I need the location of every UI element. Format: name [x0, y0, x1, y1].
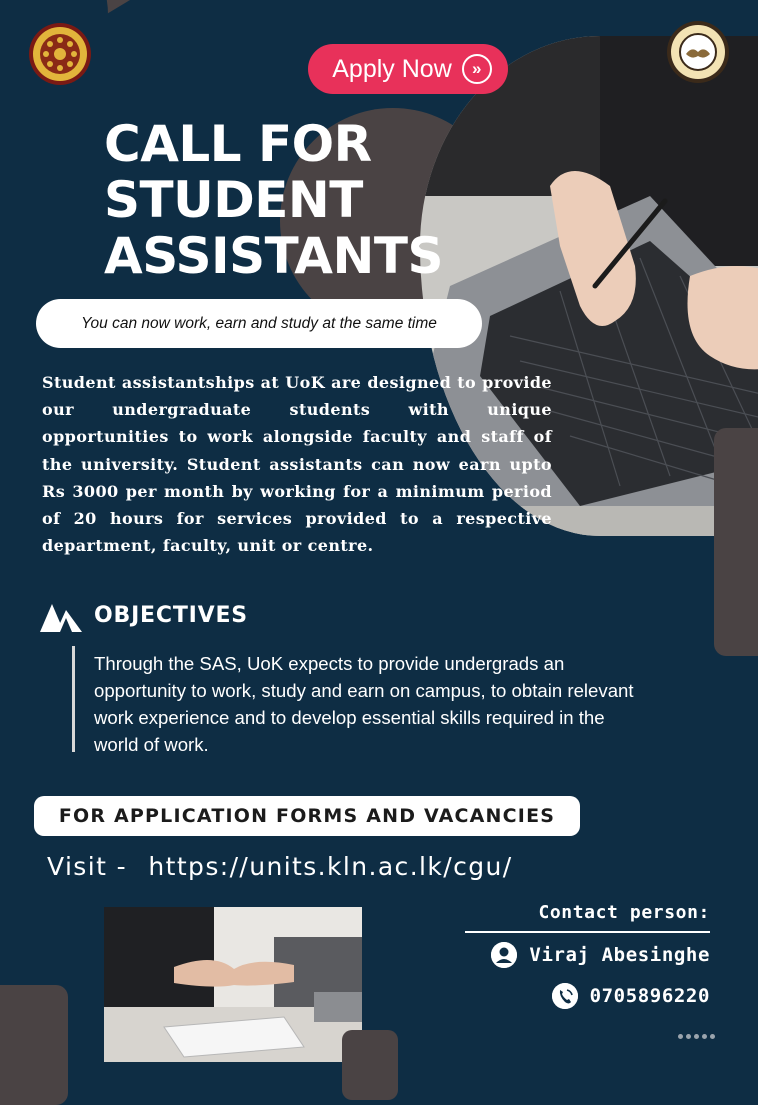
- title-line-2: STUDENT: [104, 171, 363, 229]
- objectives-heading: OBJECTIVES: [94, 603, 248, 628]
- intro-paragraph: Student assistantships at UoK are designed to provide our undergraduate students with unique opportunities to work alongside faculty and staff of the university. Student assistants can now earn upto Rs 3000 per month by working for a minimum period of 20 hours for services provided to a respective department, faculty, unit or centre.: [42, 373, 552, 556]
- university-seal-logo: [28, 22, 92, 86]
- contact-name: Viraj Abesinghe: [529, 944, 710, 966]
- title-line-3: ASSISTANTS: [104, 227, 443, 285]
- objectives-body: Through the SAS, UoK expects to provide undergrads an opportunity to work, study and earn on campus, to obtain relevant work experience and to develop essential skills required in the world of work.: [94, 653, 634, 755]
- contact-phone-row: [480, 981, 710, 1011]
- handshake-photo: [104, 907, 362, 1062]
- page-title: [104, 116, 484, 284]
- user-icon: [491, 942, 517, 968]
- visit-prefix: Visit -: [47, 852, 128, 881]
- cgu-website-link[interactable]: https://units.kln.ac.lk/cgu/: [148, 852, 513, 881]
- contact-name-row: [480, 940, 710, 970]
- objectives-divider: [72, 646, 75, 752]
- contact-phone[interactable]: 0705896220: [589, 985, 710, 1007]
- apply-now-button[interactable]: [308, 44, 508, 94]
- double-chevron-right-icon: »: [462, 54, 492, 84]
- decorative-bar: [0, 985, 68, 1105]
- decorative-bar: [342, 1030, 398, 1100]
- mountain-peak-icon: [40, 602, 82, 632]
- decorative-dots: [678, 1034, 722, 1044]
- application-forms-banner: FOR APPLICATION FORMS AND VACANCIES: [34, 796, 580, 836]
- apply-now-label: Apply Now: [332, 54, 452, 83]
- title-line-1: CALL FOR: [104, 115, 372, 173]
- visit-line: [47, 852, 513, 881]
- decorative-bar: [714, 428, 758, 656]
- career-guidance-unit-logo: [666, 20, 730, 84]
- phone-icon: [552, 983, 578, 1009]
- tagline-pill: You can now work, earn and study at the same time: [36, 299, 482, 348]
- contact-divider: [465, 931, 710, 933]
- contact-heading: Contact person:: [538, 902, 710, 923]
